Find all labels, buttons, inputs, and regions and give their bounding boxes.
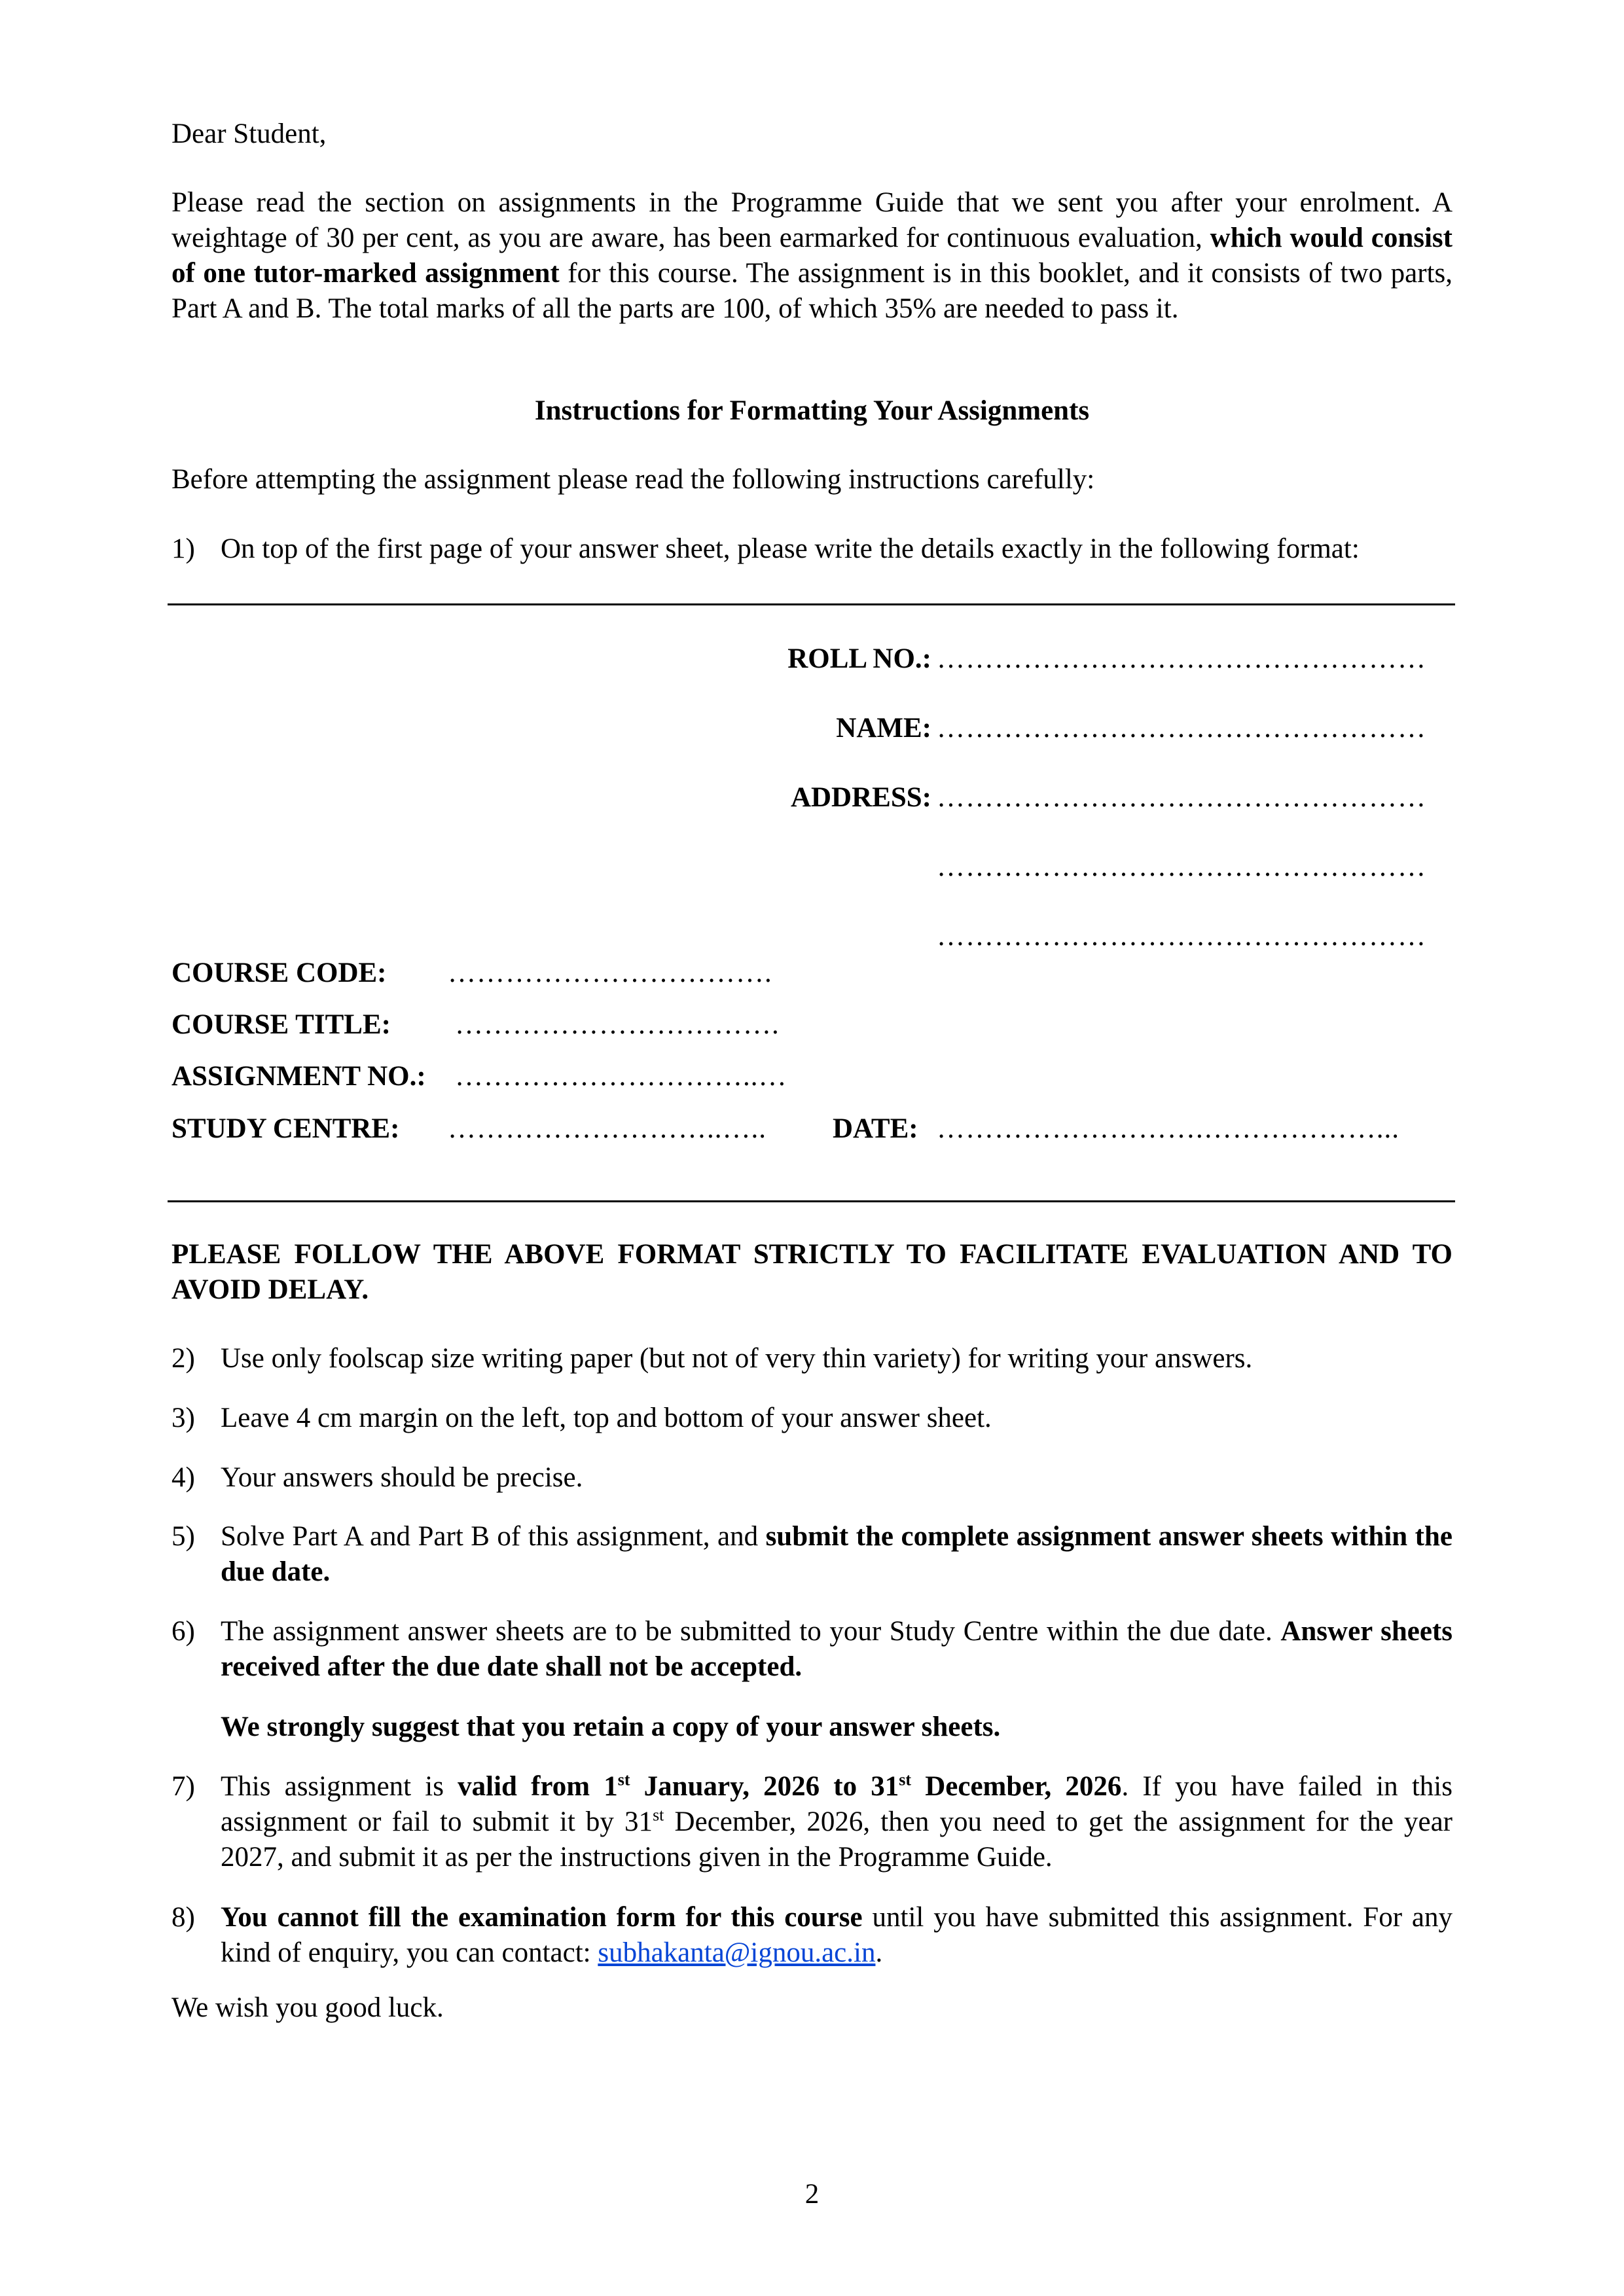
item-text: The assignment answer sheets are to be submitted to your Study Centre within the due date. Answer sheets received after the due date shall not be accepted. — [221, 1616, 1453, 1682]
item-number: 7) — [171, 1771, 195, 1802]
page-number: 2 — [804, 2179, 820, 2210]
format-notice: PLEASE FOLLOW THE ABOVE FORMAT STRICTLY TO FACILITATE EVALUATION AND TO AVOID DELAY. — [171, 1239, 1453, 1305]
roll-no-dots: …………………………………………… — [937, 643, 1426, 674]
course-code-label: COURSE CODE: — [171, 958, 387, 988]
date-dots: ……………………….………………... — [937, 1113, 1399, 1144]
date-label: DATE: — [833, 1113, 918, 1144]
item-number: 3) — [171, 1403, 195, 1433]
study-centre-dots: ………………………..….. — [448, 1113, 767, 1144]
item-number: 5) — [171, 1521, 195, 1552]
section-heading: Instructions for Formatting Your Assignments — [534, 395, 1090, 426]
course-title-dots: ……………………………. — [455, 1009, 780, 1040]
item-text: Your answers should be precise. — [221, 1462, 583, 1493]
intro-bold-text: which would consist of one tutor-marked assignment — [171, 223, 1453, 289]
item-number: 4) — [171, 1462, 195, 1493]
top-divider — [168, 603, 1455, 605]
roll-no-label: ROLL NO.: — [787, 643, 931, 674]
item-number: 6) — [171, 1616, 195, 1647]
item-text: On top of the first page of your answer sheet, please write the details exactly in the following format: — [221, 533, 1360, 564]
address-dots-1: …………………………………………… — [937, 782, 1426, 813]
bottom-divider — [168, 1200, 1455, 1202]
assignment-no-dots: …………………………..… — [455, 1061, 787, 1092]
item-number: 8) — [171, 1902, 195, 1933]
item-text: Use only foolscap size writing paper (but not of very thin variety) for writing your answers. — [221, 1343, 1253, 1374]
retain-copy-suggestion: We strongly suggest that you retain a copy of your answer sheets. — [221, 1712, 1001, 1742]
item-text: You cannot fill the examination form for this course until you have submitted this assignment. For any kind of enquiry, you can contact: subhakanta@ignou.ac.in. — [221, 1902, 1453, 1968]
contact-email-link[interactable]: subhakanta@ignou.ac.in — [598, 1937, 876, 1968]
name-label: NAME: — [836, 713, 931, 744]
address-dots-2: …………………………………………… — [937, 852, 1426, 882]
instructions-intro: Before attempting the assignment please read the following instructions carefully: — [171, 464, 1095, 495]
assignment-no-label: ASSIGNMENT NO.: — [171, 1061, 426, 1092]
address-label: ADDRESS: — [790, 782, 931, 813]
study-centre-label: STUDY CENTRE: — [171, 1113, 400, 1144]
salutation: Dear Student, — [171, 118, 327, 149]
name-dots: …………………………………………… — [937, 713, 1426, 744]
intro-paragraph — [171, 185, 1453, 327]
course-code-dots: ……………………………. — [448, 958, 772, 988]
item-number: 2) — [171, 1343, 195, 1374]
item-text: Leave 4 cm margin on the left, top and bottom of your answer sheet. — [221, 1403, 992, 1433]
address-dots-3: …………………………………………… — [937, 921, 1426, 952]
intro-text-end: for this course. The assignment is in this booklet, and it consists of two parts, Part A and B. The total marks of all the parts are 100, of which 35% are needed to pass it. — [171, 258, 1453, 324]
item-text: Solve Part A and Part B of this assignment, and submit the complete assignment answer sheets within the due date. — [221, 1521, 1453, 1587]
course-title-label: COURSE TITLE: — [171, 1009, 391, 1040]
item-number: 1) — [171, 533, 195, 564]
item-text: This assignment is valid from 1st January, 2026 to 31st December, 2026. If you have failed in this assignment or fail to submit it by 31st December, 2026, then you need to get the assignment for the year 2027, and submit it as per the instructions given in the Programme Guide. — [221, 1770, 1453, 1873]
closing-line: We wish you good luck. — [171, 1992, 444, 2023]
intro-text: Please read the section on assignments in the Programme Guide that we sent you after your enrolment. A weightage of 30 per cent, as you are aware, has been earmarked for continuous evaluation, — [171, 187, 1453, 253]
